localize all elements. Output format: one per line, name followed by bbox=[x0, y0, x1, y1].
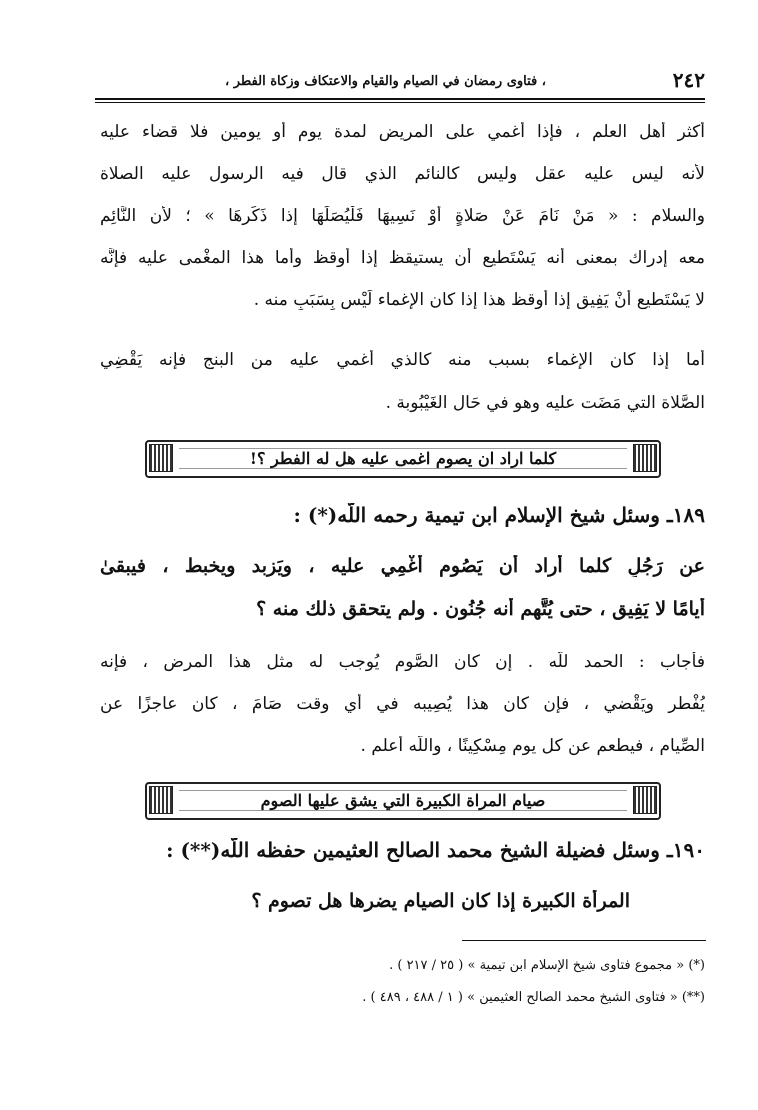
question-190-heading: ١٩٠ـ وسئل فضيلة الشيخ محمد الصالح العثيمين حفظه اللَّه(**) : bbox=[166, 838, 705, 862]
paragraph-2-line-2: الصَّلاة التي مَضَت عليه وهو في حَال الغَيْبُوبة . bbox=[385, 393, 705, 413]
page-number: ٢٤٢ bbox=[672, 68, 705, 92]
banner-ornament-right bbox=[633, 444, 657, 472]
footnote-rule bbox=[462, 940, 706, 941]
section-title: صيام المراة الكبيرة التي يشق عليها الصوم bbox=[179, 790, 627, 811]
banner-ornament-left bbox=[149, 444, 173, 472]
paragraph-1-line-2: لأنه ليس عليه عقل وليس كالنائم الذي قال فيه الرسول عليه الصلاة bbox=[100, 164, 705, 184]
banner-ornament-right bbox=[633, 786, 657, 814]
answer-189-line-2: يُفْطر ويَقْضي ، فإن كان هذا يُصِيبه في أي وقت صَامَ ، كان عاجزًا عن bbox=[100, 694, 705, 714]
question-190-line: المرأة الكبيرة إذا كان الصيام يضرها هل تصوم ؟ bbox=[251, 890, 630, 912]
paragraph-1-line-4: معه إدراك بمعنى أنه يَسْتَطيع أن يستيقظ إذا أوقظ وأما هذا المغْمى عليه فإنَّه bbox=[100, 248, 705, 268]
page-header bbox=[95, 68, 705, 98]
answer-189-line-3: الصِّيام ، فيطعم عن كل يوم مِسْكِينًا ، واللَّه أعلم . bbox=[360, 736, 705, 756]
answer-189-line-1: فأجاب : الحمد للَّه . إن كان الصَّوم يُوجب له مثل هذا المرض ، فإنه bbox=[100, 652, 705, 672]
running-title: ، فتاوى رمضان في الصيام والقيام والاعتكاف وزكاة الفطر ، bbox=[225, 74, 546, 89]
paragraph-2-line-1: أما إذا كان الإِغماء بسبب منه كالذي أغمي عليه من البنج فإنه يَقْضِي bbox=[100, 350, 705, 370]
section-banner-2 bbox=[145, 782, 661, 820]
question-189-line-2: أيامًا لا يَفِيق ، حتى يُتَّهم أنه جُنُون . ولم يتحقق ذلك منه ؟ bbox=[256, 598, 705, 620]
footnote-2: (**) « فتاوى الشيخ محمد الصالح العثيمين » ( ١ / ٤٨٨ ، ٤٨٩ ) . bbox=[362, 990, 705, 1005]
paragraph-1-line-1: أكثر أهل العلم ، فإذا أُغمي على المريض لمدة يوم أو يومين فلا قضاء عليه bbox=[100, 122, 705, 142]
footnote-1: (*) « مجموع فتاوى شيخ الإسلام ابن تيمية » ( ٢٥ / ٢١٧ ) . bbox=[389, 958, 705, 973]
question-189-line-1: عن رَجُلٍ كلما أراد أن يَصُوم أُغْمِي عليه ، ويَزبد ويخبط ، فيبقىٰ bbox=[100, 555, 705, 577]
section-title: كلما اراد ان يصوم اغمى عليه هل له الفطر ؟! bbox=[179, 448, 627, 469]
section-banner-1 bbox=[145, 440, 661, 478]
question-189-heading: ١٨٩ـ وسئل شيخ الإسلام ابن تيمية رحمه اللَّه(*) : bbox=[293, 503, 705, 527]
header-rule-thin bbox=[95, 102, 705, 103]
paragraph-1-line-3: والسلام : « مَنْ نَامَ عَنْ صَلاةٍ أَوْ نَسِيهَا فَلْيُصَلِّهَا إذا ذَكَرهَا » ؛ لأن النَّائِم bbox=[100, 206, 705, 226]
banner-ornament-left bbox=[149, 786, 173, 814]
header-rule bbox=[95, 98, 705, 100]
paragraph-1-line-5: لا يَسْتَطيع أنْ يَفِيق إذا أوقظ هذا إذا كان الإِغماء لَيْس بِسَبَبٍ منه . bbox=[253, 290, 705, 310]
